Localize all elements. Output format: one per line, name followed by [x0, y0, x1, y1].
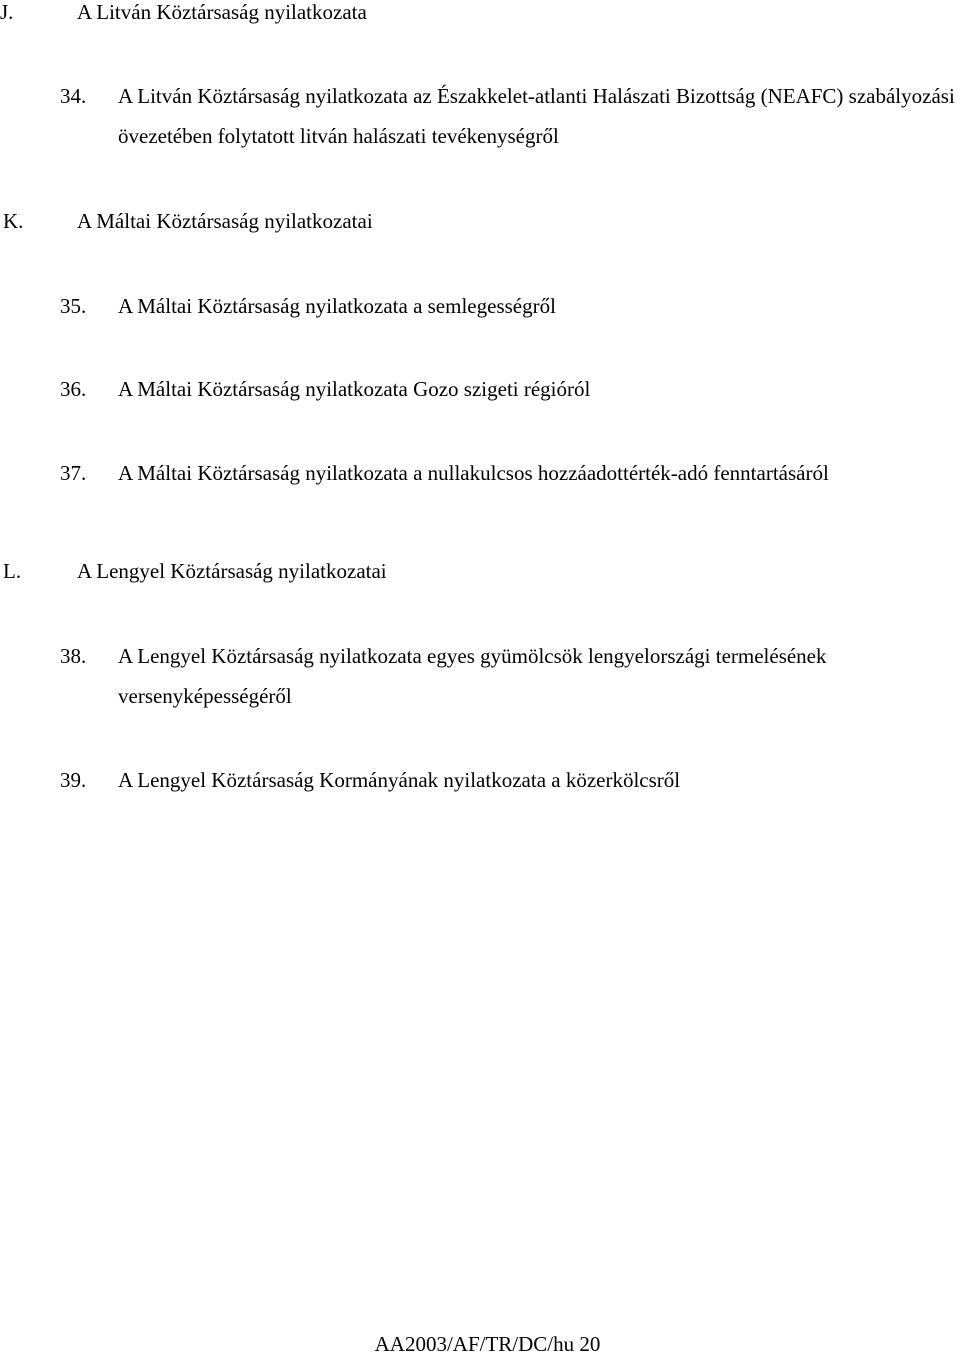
list-item-38 — [0, 644, 960, 724]
item-number: 36. — [60, 377, 87, 401]
list-item-35 — [0, 294, 960, 318]
item-number: 34. — [60, 84, 87, 108]
item-text: A Litván Köztársaság nyilatkozata az Északkelet-atlanti Halászati Bizottság (NEAFC) szabályozási övezetében folytatott litván halászati tevékenységről — [118, 84, 955, 148]
item-number: 39. — [60, 768, 87, 792]
item-text: A Lengyel Köztársaság Kormányának nyilatkozata a közerkölcsről — [118, 768, 681, 792]
item-text: A Lengyel Köztársaság nyilatkozata egyes gyümölcsök lengyelországi termelésének versenyképességéről — [118, 644, 827, 708]
page-footer-reference: AA2003/AF/TR/DC/hu 20 — [374, 1332, 601, 1356]
list-item-36 — [0, 377, 960, 401]
section-label: L. — [3, 559, 22, 583]
section-heading-l — [0, 559, 960, 583]
section-heading-j — [0, 0, 960, 24]
item-number: 35. — [60, 294, 87, 318]
list-item-34 — [0, 84, 960, 164]
list-item-37 — [0, 461, 960, 485]
item-number: 38. — [60, 644, 87, 668]
section-title: A Lengyel Köztársaság nyilatkozatai — [77, 559, 387, 583]
section-label: J. — [0, 0, 14, 24]
section-label: K. — [3, 209, 24, 233]
item-text: A Máltai Köztársaság nyilatkozata a nullakulcsos hozzáadottérték-adó fenntartásáról — [118, 461, 829, 485]
item-number: 37. — [60, 461, 87, 485]
list-item-39 — [0, 768, 960, 792]
section-heading-k — [0, 209, 960, 233]
section-title: A Litván Köztársaság nyilatkozata — [77, 0, 367, 24]
item-text: A Máltai Köztársaság nyilatkozata Gozo szigeti régióról — [118, 377, 591, 401]
item-text: A Máltai Köztársaság nyilatkozata a semlegességről — [118, 294, 556, 318]
section-title: A Máltai Köztársaság nyilatkozatai — [77, 209, 373, 233]
